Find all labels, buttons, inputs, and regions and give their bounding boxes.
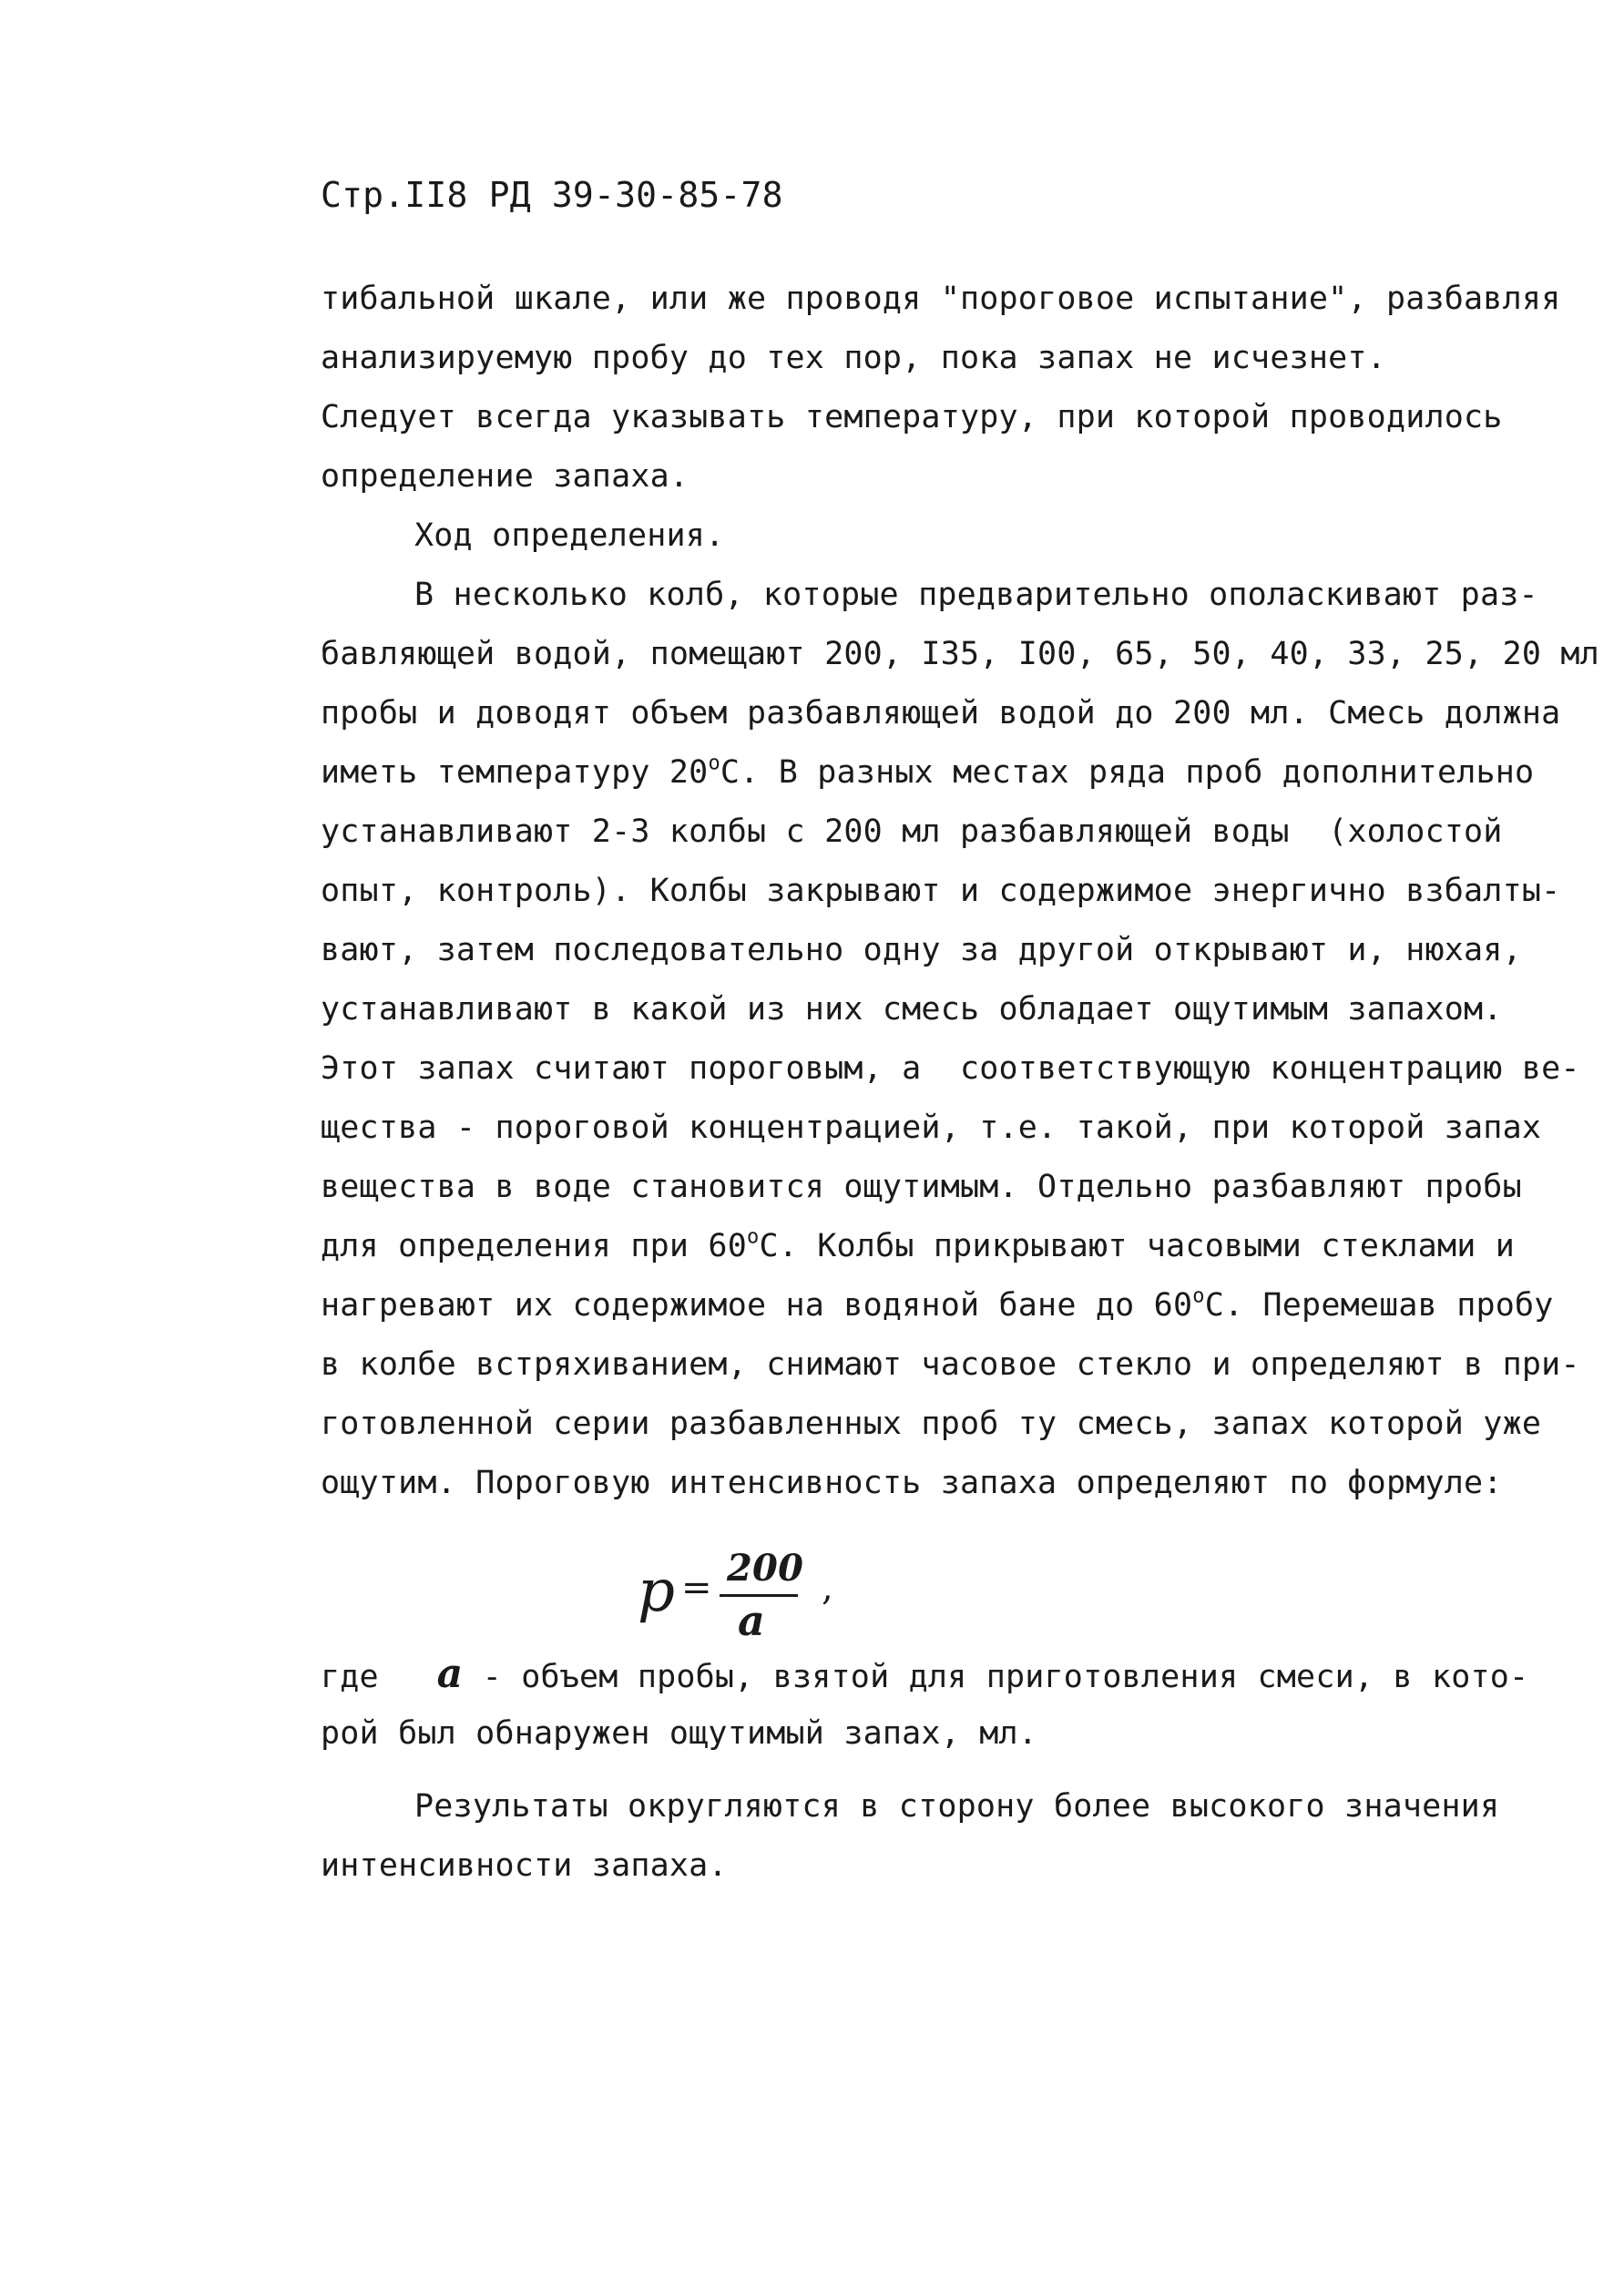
where-symbol: a (436, 1651, 464, 1697)
where-text: - объем пробы, взятой для приготовления смеси, в кото- (463, 1659, 1529, 1695)
text-fragment: иметь температуру 20 (321, 754, 709, 791)
formula-numerator: 200 (727, 1547, 804, 1590)
text-line: рой был обнаружен ощутимый запах, мл. (321, 1715, 1038, 1752)
text-line: в колбе встряхиванием, снимают часовое стекло и определяют в при- (321, 1346, 1580, 1383)
text-line: Следует всегда указывать температуру, при которой проводилось (321, 399, 1503, 435)
text-line: щества - пороговой концентрацией, т.е. такой, при которой запах (321, 1110, 1542, 1146)
text-line: анализируемую пробу до тех пор, пока запах не исчезнет. (321, 340, 1386, 376)
formula-equals: = (681, 1567, 712, 1609)
page-header: Стр.II8 РД 39-30-85-78 (321, 175, 783, 215)
text-fragment: для определения при 60 (321, 1228, 747, 1264)
text-line: интенсивности запаха. (321, 1847, 728, 1884)
text-line: готовленной серии разбавленных проб ту смесь, запах которой уже (321, 1406, 1542, 1442)
text-line: Этот запах считают пороговым, а соответствующую концентрацию ве- (321, 1050, 1580, 1087)
degree-mark: о (746, 1225, 760, 1249)
text-line: устанавливают в какой из них смесь обладает ощутимым запахом. (321, 991, 1503, 1028)
text-fragment: С. Колбы прикрывают часовыми стеклами и (759, 1228, 1516, 1264)
degree-mark: о (708, 752, 720, 775)
text-line: вают, затем последовательно одну за другой открывают и, нюхая, (321, 932, 1522, 968)
formula-lhs: p (638, 1558, 676, 1625)
text-line: определение запаха. (321, 458, 689, 495)
threshold-formula (638, 1547, 856, 1647)
where-word: где (321, 1659, 379, 1695)
text-fragment: С. Перемешав пробу (1204, 1287, 1554, 1324)
text-line: вещества в воде становится ощутимым. Отдельно разбавляют пробы (321, 1169, 1522, 1205)
text-line: опыт, контроль). Колбы закрывают и содержимое энергично взбалты- (321, 873, 1561, 909)
text-fragment: нагревают их содержимое на водяной бане до 60 (321, 1287, 1193, 1324)
degree-mark: о (1192, 1284, 1205, 1308)
text-line: бавляющей водой, помещают 200, I35, I00, 65, 50, 40, 33, 25, 20 мл (321, 636, 1599, 672)
formula-denominator: a (738, 1596, 766, 1645)
formula-comma: , (822, 1567, 833, 1609)
text-line (321, 752, 1534, 793)
text-line: Результаты округляются в сторону более высокого значения (414, 1788, 1500, 1825)
text-fragment: С. В разных местах ряда проб дополнительно (720, 754, 1535, 791)
text-line: ощутим. Пороговую интенсивность запаха определяют по формуле: (321, 1465, 1503, 1501)
text-line: В несколько колб, которые предварительно ополаскивают раз- (414, 577, 1538, 613)
where-line (321, 1651, 1529, 1697)
text-line: устанавливают 2-3 колбы с 200 мл разбавляющей воды (холостой (321, 813, 1503, 850)
section-heading: Ход определения. (414, 517, 725, 554)
text-line: пробы и доводят объем разбавляющей водой до 200 мл. Смесь должна (321, 695, 1561, 731)
text-line: тибальной шкале, или же проводя "пороговое испытание", разбавляя (321, 281, 1561, 317)
text-line (321, 1285, 1554, 1325)
text-line (321, 1226, 1515, 1266)
